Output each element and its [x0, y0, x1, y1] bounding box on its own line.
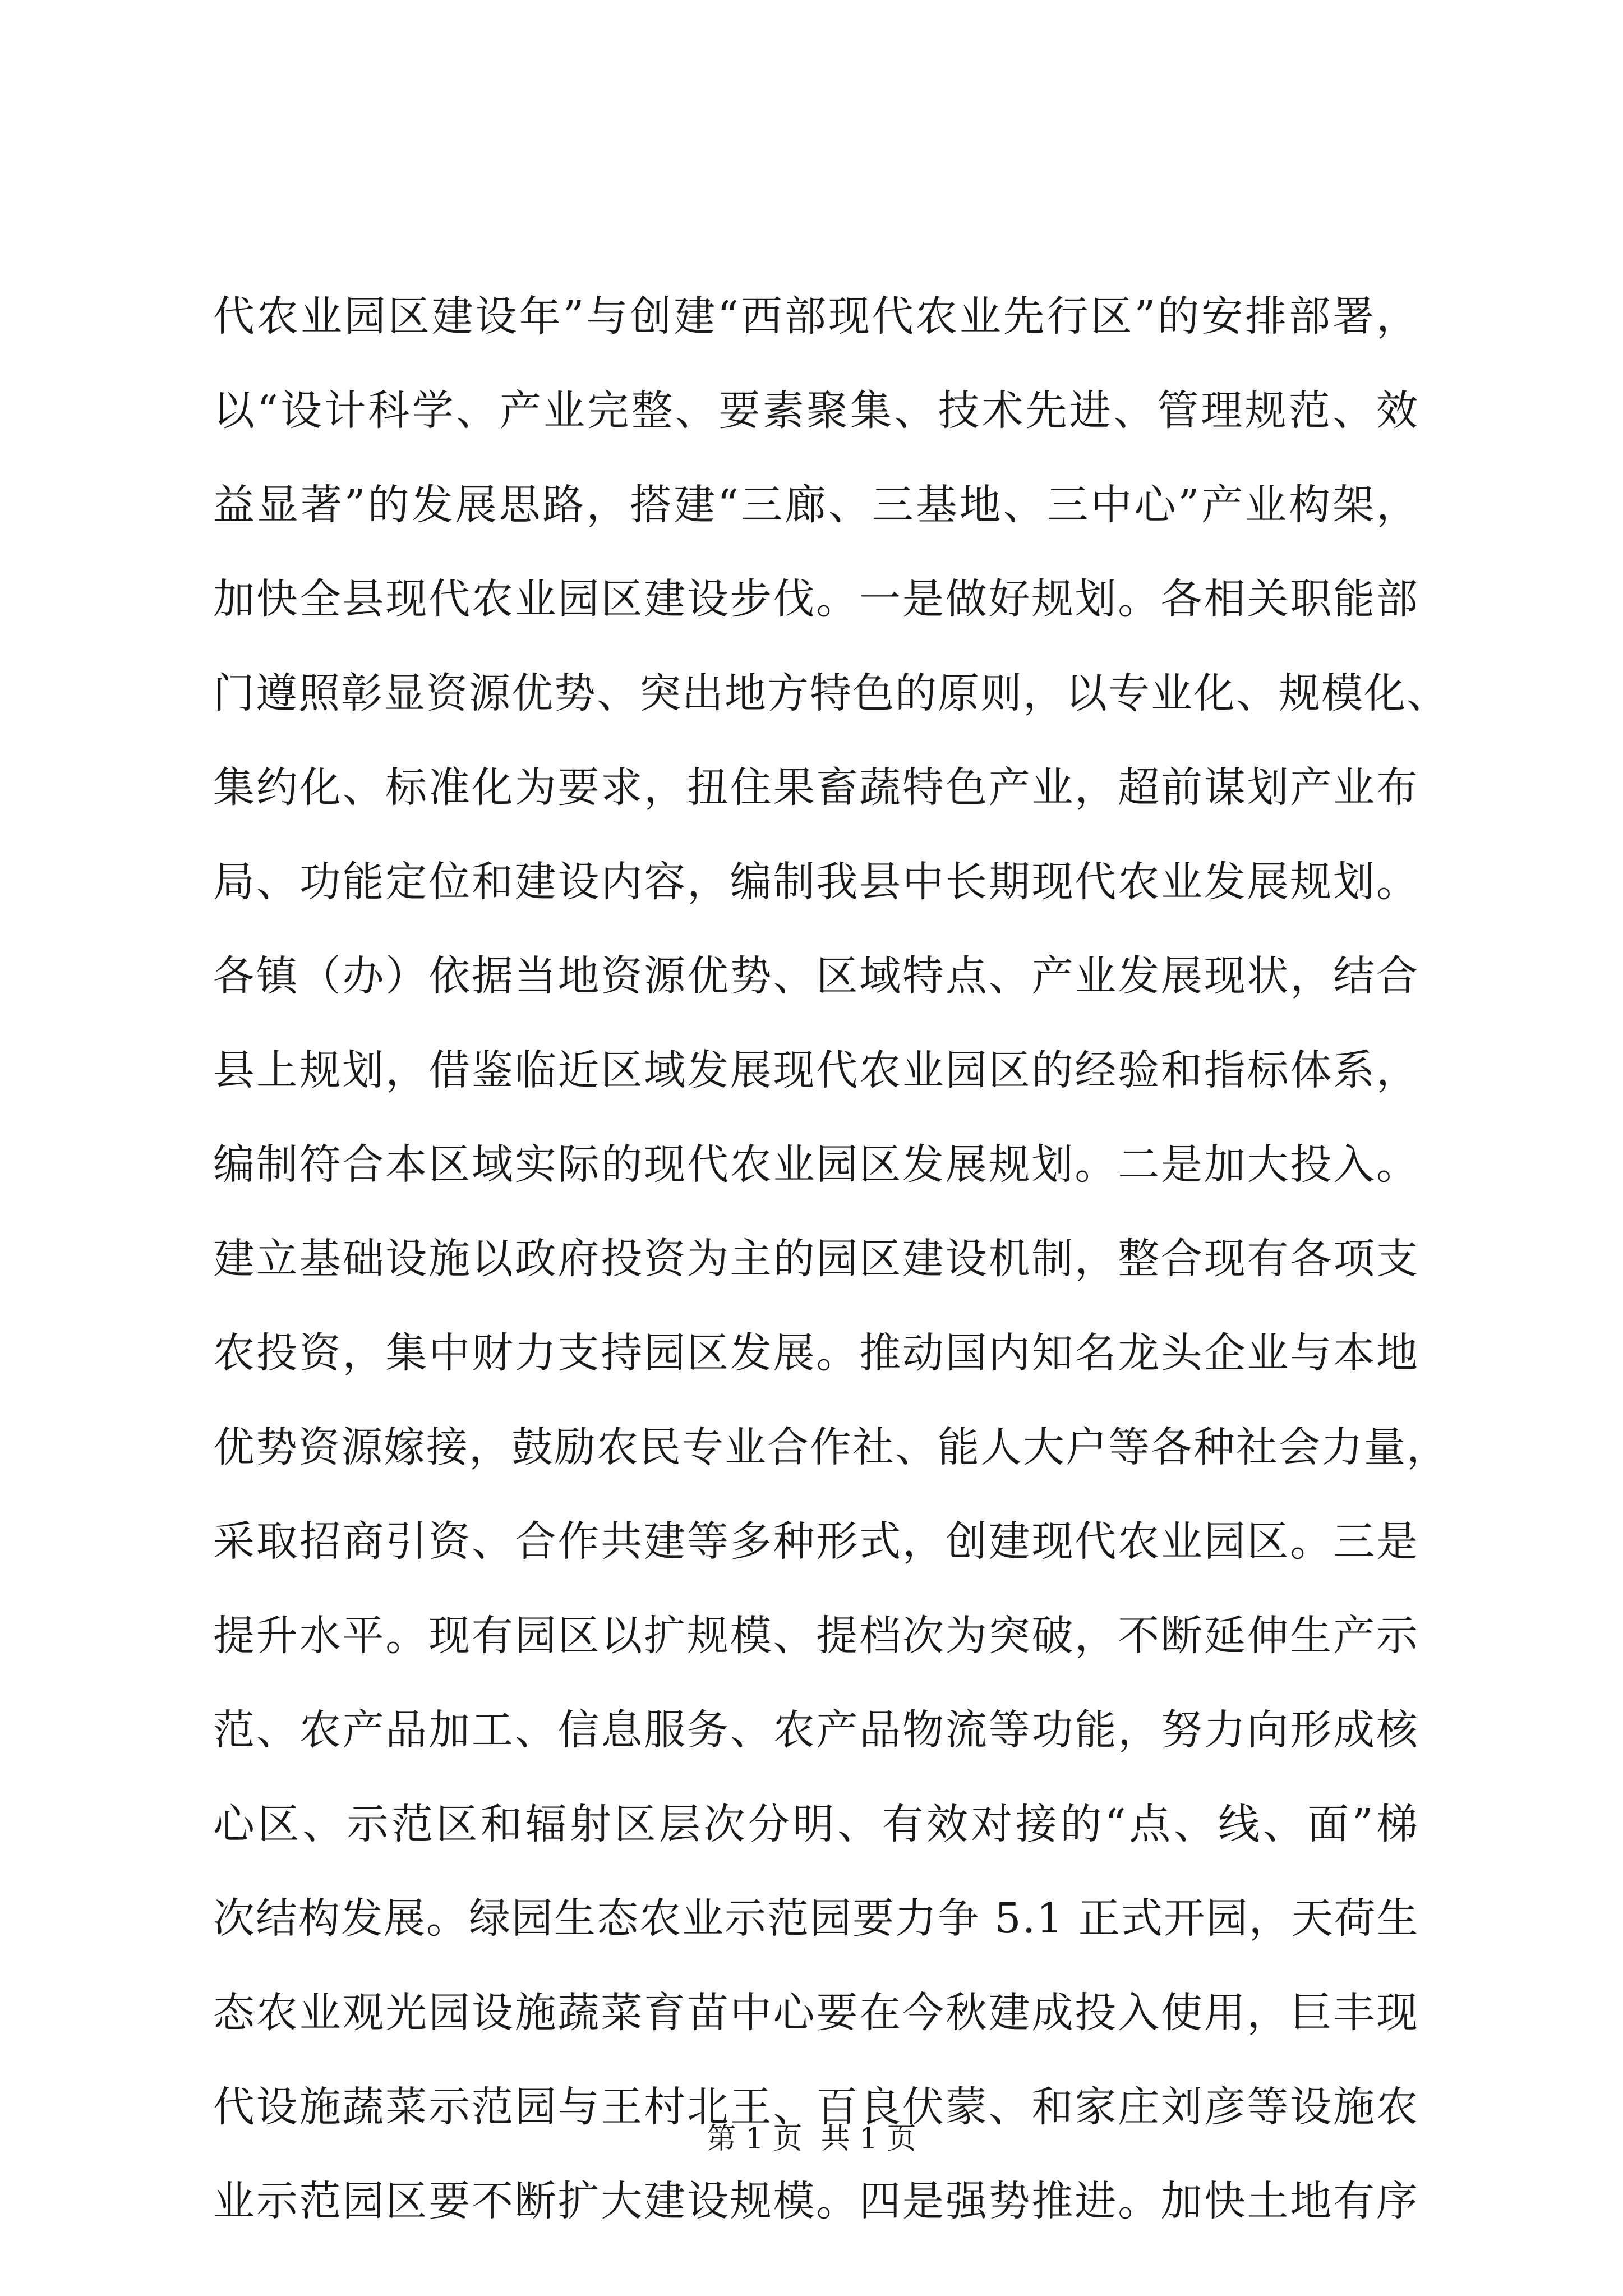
page-footer: 第 1 页 共 1 页: [707, 2122, 916, 2156]
text-line: 次结构发展。绿园生态农业示范园要力争 5.1 正式开园，天荷生: [213, 1894, 1419, 1943]
text-line: 提升水平。现有园区以扩规模、提档次为突破，不断延伸生产示: [213, 1612, 1419, 1660]
text-line: 局、功能定位和建设内容，编制我县中长期现代农业发展规划。: [213, 858, 1419, 906]
text-line: 态农业观光园设施蔬菜育苗中心要在今秋建成投入使用，巨丰现: [213, 1989, 1419, 2037]
text-line: 集约化、标准化为要求，扭住果畜蔬特色产业，超前谋划产业布: [213, 763, 1419, 812]
text-line: 采取招商引资、合作共建等多种形式，创建现代农业园区。三是: [213, 1517, 1419, 1566]
text-line: 益显著”的发展思路，搭建“三廊、三基地、三中心”产业构架，: [213, 481, 1419, 529]
text-line: 业示范园区要不断扩大建设规模。四是强势推进。加快土地有序: [213, 2177, 1419, 2225]
text-line: 各镇（办）依据当地资源优势、区域特点、产业发展现状，结合: [213, 952, 1419, 1000]
body-paragraph: [213, 269, 1449, 2248]
text-line: 优势资源嫁接，鼓励农民专业合作社、能人大户等各种社会力量，: [213, 1423, 1449, 1471]
text-line: 建立基础设施以政府投资为主的园区建设机制，整合现有各项支: [213, 1235, 1419, 1283]
text-line: 门遵照彰显资源优势、突出地方特色的原则，以专业化、规模化、: [213, 669, 1449, 717]
text-line: 编制符合本区域实际的现代农业园区发展规划。二是加大投入。: [213, 1140, 1419, 1189]
text-line: 范、农产品加工、信息服务、农产品物流等功能，努力向形成核: [213, 1706, 1419, 1754]
text-line: 心区、示范区和辐射区层次分明、有效对接的“点、线、面”梯: [213, 1800, 1419, 1848]
text-line: 农投资，集中财力支持园区发展。推动国内知名龙头企业与本地: [213, 1329, 1419, 1377]
text-line: 代设施蔬菜示范园与王村北王、百良伏蒙、和家庄刘彦等设施农: [213, 2083, 1419, 2131]
text-line: 加快全县现代农业园区建设步伐。一是做好规划。各相关职能部: [213, 575, 1419, 623]
text-line: 代农业园区建设年”与创建“西部现代农业先行区”的安排部署，: [213, 292, 1419, 341]
text-line: 县上规划，借鉴临近区域发展现代农业园区的经验和指标体系，: [213, 1046, 1419, 1094]
text-line: 以“设计科学、产业完整、要素聚集、技术先进、管理规范、效: [213, 386, 1419, 435]
